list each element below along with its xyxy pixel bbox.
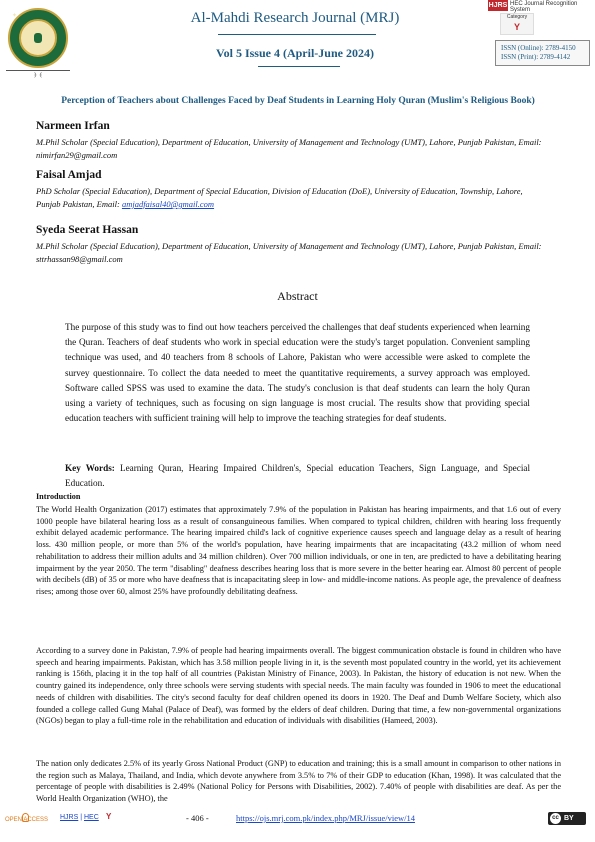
body-paragraph: According to a survey done in Pakistan, 7.9% of people had hearing impairments overall. The biggest communication obstacle is found in children who have speech and hearing impairments. Pakistan, which has 3.58 million people living in it, is the seventh most populated country in the world, yet its achievement ranking is 156th, placing it in the top half of all countries (Pakistan Ministry of Finance, 2003). In Pakistan, the history of education is not new. When the country gained its independence, only three schools were serving students with special needs. The main faculty was founded in 1906 to meet the educational needs of children with disabilities. The city's second faculty for deaf children opened its doors in 1920. The Deaf and Dumb Welfare Society, which also founded a college called Gung Mahal (Palace of Deaf), was formed by the elders of deaf children. During that time, a few non-governmental organizations (NGOs) began to play a full-time role in the rehabilitation and education of individuals with disabilities (Hameed, 2003).	[36, 646, 561, 726]
author-affiliation: M.Phil Scholar (Special Education), Department of Education, University of Management and Technology (UMT), Lahore, Punjab Pakistan, Email: sttrhassan98@gmail.com	[36, 241, 542, 264]
keywords-list: Learning Quran, Hearing Impaired Children's, Special education Teachers, Sign Language, and Special Education.	[65, 463, 531, 488]
footer-links: HJRS | HEC	[60, 814, 99, 821]
category-badge	[500, 13, 534, 35]
issn-box	[495, 40, 590, 66]
author-email-link[interactable]: amjadfaisal40@gmail.com	[121, 199, 215, 209]
journal-logo	[8, 8, 68, 68]
hjrs-logo: HJRS	[488, 2, 508, 9]
issue-url-link[interactable]: https://ojs.mrj.com.pk/index.php/MRJ/issue/view/14	[236, 813, 415, 823]
issn-online: ISSN (Online): 2789-4150	[501, 44, 576, 52]
article-title: Perception of Teachers about Challenges Faced by Deaf Students in Learning Holy Quran (Muslim's Religious Book)	[61, 96, 535, 106]
issn-print: ISSN (Print): 2789-4142	[501, 53, 571, 61]
author-affiliation: M.Phil Scholar (Special Education), Department of Education, University of Management and Technology (UMT), Lahore, Punjab Pakistan, Email: nimirfan29@gmail.com	[36, 137, 542, 160]
open-access-label: OPEN ACCESS	[5, 817, 49, 823]
author-affiliation: PhD Scholar (Special Education), Department of Special Education, Division of Education (DoE), University of Education, Township, Lahore, Punjab Pakistan, Email: amjadfaisal40@gmail.com	[36, 186, 523, 209]
title-divider	[218, 34, 376, 35]
category-label: Category	[506, 14, 528, 20]
logo-arc-text: ✦	[12, 12, 18, 19]
volume-issue: Vol 5 Issue 4 (April-June 2024)	[216, 46, 374, 60]
abstract-text: The purpose of this study was to find out how teachers perceived the challenges that deaf students experienced when learning the Quran. Teachers of deaf students who work in special education were the study's target population. Convenient sampling technique was used, and 40 teachers from 8 schools of Lahore, Pakistan who were accessible were asked to complete the survey questionnaire. To collect the data needed to meet the quantitative requirements, a survey approach was employed. Software called SPSS was used to examine the data. The study's conclusion is that deaf students can learn the holy Quran using a variety of techniques, such as focusing on sign language is most crucial. The results show that providing special education teachers with sufficient training will help to improve the teaching strategies for deaf students.	[65, 322, 530, 424]
footer-y-mark: Y	[106, 812, 112, 821]
keywords-label: Key Words:	[65, 463, 115, 473]
introduction-heading: Introduction	[36, 492, 81, 501]
author-name: Narmeen Irfan	[36, 120, 110, 132]
page-number: - 406 -	[186, 813, 209, 823]
hjrs-link[interactable]: HJRS	[60, 814, 79, 821]
cc-by-label: BY	[564, 815, 574, 822]
cc-license-badge[interactable]	[548, 812, 586, 825]
category-value: Y	[513, 22, 520, 32]
volume-divider	[258, 66, 340, 67]
journal-title: Al-Mahdi Research Journal (MRJ)	[190, 10, 400, 26]
keywords	[65, 461, 530, 491]
hec-link[interactable]: HEC	[84, 814, 99, 821]
logo-emblem	[19, 19, 57, 57]
author-name: Syeda Seerat Hassan	[36, 224, 139, 236]
body-paragraph: The World Health Organization (2017) estimates that approximately 7.9% of the population in Pakistan has hearing impairments, and that 1.6 out of every 1000 people have bilateral hearing loss as a result of consanguineous families. When compared to typical children, children with hearing loss frequently exhibit delayed academic performance. The hearing impaired child's lack of cognitive experience causes speech and language delay as a result of hearing loss. 430 million people, or more than 5% of the world's population, have hearing impairments that are incapacitating (43.2 million of whom need rehabilitation to address their million adults and 34 million children). Over 700 million individuals, or one in ten, are predicted to have a debilitating hearing impairment by the year 2050. The term "disabling" deafness describes hearing loss that is more severe in the better hearing ear. Almost 80 percent of people with decibels (dB) of 35 or more who have deafness that is incapacitating sleep in low- and middle-income nations. As people age, the prevalence of deafness rises; among those over 60, almost 25% have profoundly debilitating deafness.	[36, 505, 561, 596]
cc-icon: cc	[550, 813, 561, 824]
body-paragraph: The nation only dedicates 2.5% of its yearly Gross National Product (GNP) to education and training; this is a small amount in comparison to other nations in the region such as Malaya, Thailand, and India, which devote anywhere from 3.5% to 7% of their GDP to education (Khan, 1998). It was calculated that the percentage of people with disabilities is 2.49% (National Policy for Persons with Disabilities, 2002). 7.40% of people with disabilities are deaf. As per the World Health Organization (WHO), the	[36, 759, 561, 804]
author-name: Faisal Amjad	[36, 169, 102, 181]
abstract-heading: Abstract	[277, 289, 318, 303]
hjrs-text: HEC Journal Recognition System	[510, 1, 578, 13]
logo-subtext: ﴿ ﴾	[33, 72, 43, 79]
logo-rule	[6, 70, 70, 71]
logo-emblem-mark	[34, 33, 42, 43]
